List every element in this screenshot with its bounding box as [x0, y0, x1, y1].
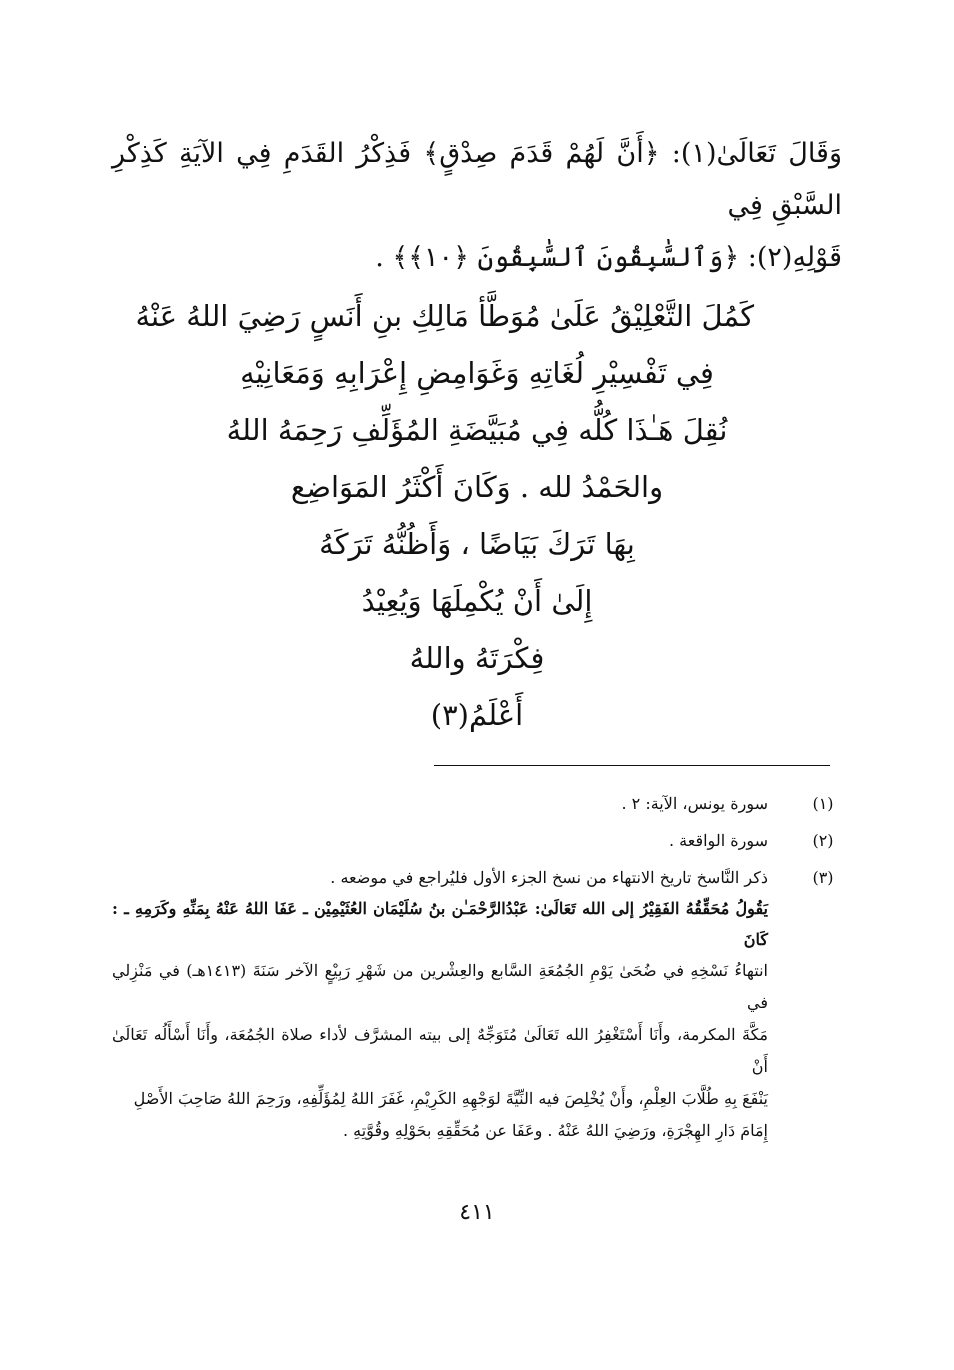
colophon-line: كَمُلَ التَّعْلِيْقُ عَلَىٰ مُوَطَّأ مَالِكِ بنِ أَنَسٍ رَضِيَ اللهُ عَنْهُ	[135, 299, 754, 333]
colophon-line: أَعْلَمُ(٣)	[430, 698, 524, 732]
footnote-3	[112, 862, 842, 1147]
colophon-line: فِي تَفْسِيْرِ لُغَاتِهِ وَغَوَامِضِ إِعْرَابِهِ وَمَعَانِيْهِ	[240, 356, 714, 390]
page-number: ٤١١	[459, 1200, 495, 1225]
colophon-line: إِلَىٰ أَنْ يُكْمِلَهَا وَيُعِيْدُ	[361, 584, 593, 618]
footnote-body	[112, 862, 768, 1147]
intro-paragraph	[112, 128, 842, 284]
footnote-text: سورة يونس، الآية: ٢ .	[621, 794, 768, 813]
editor-note-line: انتهاءُ نَسْخِهِ في ضُحَىٰ يَوْمِ الجُمُعَةِ السَّابع والعِشْرين من شَهْرِ رَبِيْعٍ الآخر سَنَةَ (١٤١٣هـ) في مَنْزِلي في	[112, 961, 768, 1012]
intro-line-1: وَقَالَ تَعَالَىٰ(١): ﴿أَنَّ لَهُمْ قَدَمَ صِدْقٍ﴾ فَذِكْرُ القَدَمِ فِي الآيَةِ كَذِكْرِ السَّبْقِ فِي	[112, 138, 842, 221]
colophon-line: نُقِلَ هَـٰذَا كُلُّه فِي مُبَيَّضَةِ المُؤَلِّفِ رَحِمَهُ اللهُ	[226, 413, 728, 447]
editor-note-line: إِمَامَ دَارِ الهِجْرَةِ، ورَضِيَ اللهُ عَنْهُ . وعَفَا عن مُحَقِّقِهِ بحَوْلِهِ وقُوَّتِهِ .	[342, 1121, 768, 1140]
colophon-line: والحَمْدُ لله . وَكَانَ أَكْثَرُ المَوَاضِع	[290, 470, 664, 504]
footnote-separator	[434, 765, 830, 766]
footnote-text: سورة الواقعة .	[668, 831, 768, 850]
footnotes	[112, 788, 842, 1147]
editor-note-line: يَنْفَعَ بِهِ طُلَّابَ العِلْمِ، وأَنْ يُخْلِصَ فيه النِّيَّةَ لوَجْهِهِ الكَرِيْمِ، غَفَرَ اللهُ لِمُؤَلِّفِهِ، ورَحِمَ اللهُ صَاحِبَ الأَصْلِ	[133, 1089, 768, 1108]
footnote-number: (٢)	[812, 831, 834, 850]
footnote-number: (٣)	[812, 868, 834, 887]
footnote-text: ذكر النَّاسخ تاريخ الانتهاء من نسخ الجزء الأول فليُراجع في موضعه .	[330, 868, 768, 887]
colophon-line: بِهَا تَرَكَ بَيَاضًا ، وَأَظُنُّهُ تَرَكَهُ	[319, 527, 635, 561]
footnote-1	[112, 788, 842, 819]
colophon	[135, 288, 754, 744]
intro-line-2: قَوْلِهِ(٢): ﴿وَٱلسَّٰبِقُونَ ٱلسَّٰبِقُونَ ﴿١٠﴾﴾ .	[375, 242, 842, 273]
editor-note-heading: يَقُولُ مُحَقِّقُهُ الفَقِيْرُ إلى الله تَعَالَىٰ: عَبْدُالرَّحْمَـٰن بنُ سُلَيْمَان العُثَيْمِيْن ـ عَفَا اللهُ عَنْهُ بِمَنِّهِ وكَرَمِهِ ـ : كَانَ	[112, 899, 768, 949]
colophon-line: فِكْرَتَهُ واللهُ	[409, 641, 545, 675]
editor-note-line: مَكَّةَ المكرمة، وأَنَا أَسْتَغْفِرُ الله تَعَالَىٰ مُتَوَجِّهٌ إلى بيته المشرَّف لأداء صلاة الجُمُعَة، وأَنَا أَسْأَلُه تَعَالَىٰ أَنْ	[112, 1025, 768, 1076]
footnote-number: (١)	[812, 794, 834, 813]
footnote-2	[112, 825, 842, 856]
